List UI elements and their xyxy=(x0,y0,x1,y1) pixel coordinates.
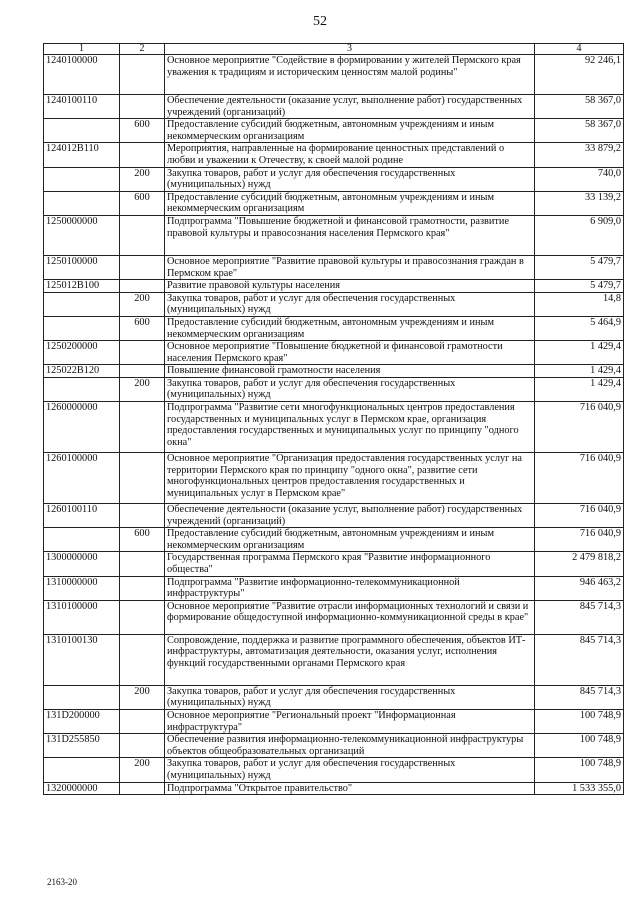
row-expense-type xyxy=(120,365,165,378)
row-code xyxy=(44,316,120,340)
row-amount: 100 748,9 xyxy=(535,710,624,734)
row-expense-type xyxy=(120,552,165,576)
row-amount: 1 429,4 xyxy=(535,365,624,378)
row-code: 125022В120 xyxy=(44,365,120,378)
row-expense-type xyxy=(120,255,165,279)
row-name: Подпрограмма "Повышение бюджетной и финансовой грамотности, развитие правовой культуры и правосознания населения Пермского края" xyxy=(165,215,535,255)
row-expense-type: 600 xyxy=(120,119,165,143)
row-name: Предоставление субсидий бюджетным, автономным учреждениям и иным некоммерческим организациям xyxy=(165,191,535,215)
row-expense-type: 200 xyxy=(120,758,165,782)
row-name: Основное мероприятие "Повышение бюджетной и финансовой грамотности населения Пермского края" xyxy=(165,341,535,365)
row-expense-type xyxy=(120,215,165,255)
row-code: 131D255850 xyxy=(44,734,120,758)
table-row xyxy=(44,191,624,215)
row-name: Повышение финансовой грамотности населения xyxy=(165,365,535,378)
row-name: Основное мероприятие "Содействие в формировании у жителей Пермского края уважения к традициям и историческим ценностям малой родины" xyxy=(165,55,535,95)
table-row xyxy=(44,782,624,795)
row-amount: 740,0 xyxy=(535,167,624,191)
row-amount: 6 909,0 xyxy=(535,215,624,255)
table-row xyxy=(44,292,624,316)
page-number: 52 xyxy=(313,14,327,29)
table-header-row xyxy=(44,44,624,55)
row-name: Подпрограмма "Развитие сети многофункциональных центров предоставления государственных и муниципальных услуг в Пермском крае, организация предоставления государственных и муниципальных услуг по принципу "одного окна" xyxy=(165,402,535,453)
row-amount: 716 040,9 xyxy=(535,402,624,453)
table-row xyxy=(44,576,624,600)
row-name: Закупка товаров, работ и услуг для обеспечения государственных (муниципальных) нужд xyxy=(165,167,535,191)
row-name: Государственная программа Пермского края "Развитие информационного общества" xyxy=(165,552,535,576)
row-name: Основное мероприятие "Развитие правовой культуры и правосознания граждан в Пермском крае" xyxy=(165,255,535,279)
row-expense-type xyxy=(120,280,165,293)
row-expense-type xyxy=(120,55,165,95)
row-code xyxy=(44,292,120,316)
row-name: Подпрограмма "Открытое правительство" xyxy=(165,782,535,795)
row-amount: 946 463,2 xyxy=(535,576,624,600)
row-code: 1300000000 xyxy=(44,552,120,576)
row-name: Сопровождение, поддержка и развитие программного обеспечения, объектов ИТ-инфраструктуры, автоматизация деятельности, оказания услуг, исполнения функций государственными органами Пермского края xyxy=(165,634,535,685)
row-amount: 1 429,4 xyxy=(535,377,624,401)
table-row xyxy=(44,504,624,528)
row-amount: 33 139,2 xyxy=(535,191,624,215)
row-name: Основное мероприятие "Организация предоставления государственных услуг на территории Пермского края по принципу "одного окна", развитие сети многофункциональных центров предоставления государственных и муниципальных услуг в Пермском крае" xyxy=(165,453,535,504)
row-name: Закупка товаров, работ и услуг для обеспечения государственных (муниципальных) нужд xyxy=(165,377,535,401)
row-amount: 100 748,9 xyxy=(535,758,624,782)
table-row xyxy=(44,167,624,191)
row-expense-type xyxy=(120,453,165,504)
row-code: 1310100000 xyxy=(44,600,120,634)
row-expense-type xyxy=(120,341,165,365)
row-expense-type: 200 xyxy=(120,167,165,191)
row-amount: 14,8 xyxy=(535,292,624,316)
row-name: Мероприятия, направленные на формирование ценностных представлений о любви и уважении к Отечеству, к своей малой родине xyxy=(165,143,535,167)
row-expense-type xyxy=(120,576,165,600)
row-name: Подпрограмма "Развитие информационно-телекоммуникационной инфраструктуры" xyxy=(165,576,535,600)
row-amount: 2 479 818,2 xyxy=(535,552,624,576)
table-row xyxy=(44,634,624,685)
table-row xyxy=(44,453,624,504)
row-code: 1250100000 xyxy=(44,255,120,279)
table-row xyxy=(44,685,624,709)
row-name: Развитие правовой культуры населения xyxy=(165,280,535,293)
row-name: Закупка товаров, работ и услуг для обеспечения государственных (муниципальных) нужд xyxy=(165,758,535,782)
row-expense-type xyxy=(120,634,165,685)
row-name: Предоставление субсидий бюджетным, автономным учреждениям и иным некоммерческим организациям xyxy=(165,316,535,340)
row-expense-type xyxy=(120,504,165,528)
row-code xyxy=(44,528,120,552)
row-code: 131D200000 xyxy=(44,710,120,734)
table-row xyxy=(44,552,624,576)
table-row xyxy=(44,215,624,255)
row-amount: 92 246,1 xyxy=(535,55,624,95)
table-row xyxy=(44,341,624,365)
budget-table xyxy=(43,43,624,795)
row-name: Основное мероприятие "Региональный проект "Информационная инфраструктура" xyxy=(165,710,535,734)
row-expense-type: 600 xyxy=(120,191,165,215)
table-row xyxy=(44,255,624,279)
row-code xyxy=(44,758,120,782)
row-code: 1310100130 xyxy=(44,634,120,685)
column-header-code: 1 xyxy=(44,44,120,55)
row-name: Обеспечение деятельности (оказание услуг, выполнение работ) государственных учреждений (организаций) xyxy=(165,504,535,528)
row-code: 1260000000 xyxy=(44,402,120,453)
row-name: Основное мероприятие "Развитие отрасли информационных технологий и связи и формирование общедоступной информационно-коммуникационной среды в крае" xyxy=(165,600,535,634)
table-row xyxy=(44,600,624,634)
row-amount: 1 429,4 xyxy=(535,341,624,365)
column-header-name: 3 xyxy=(165,44,535,55)
row-expense-type: 200 xyxy=(120,292,165,316)
table-row xyxy=(44,734,624,758)
row-amount: 5 464,9 xyxy=(535,316,624,340)
row-code: 1260100110 xyxy=(44,504,120,528)
row-code xyxy=(44,167,120,191)
row-amount: 58 367,0 xyxy=(535,119,624,143)
row-amount: 845 714,3 xyxy=(535,634,624,685)
row-amount: 716 040,9 xyxy=(535,453,624,504)
table-row xyxy=(44,528,624,552)
row-code: 124012В110 xyxy=(44,143,120,167)
row-code: 1240100000 xyxy=(44,55,120,95)
table-row xyxy=(44,143,624,167)
row-amount: 100 748,9 xyxy=(535,734,624,758)
row-code: 1260100000 xyxy=(44,453,120,504)
row-expense-type xyxy=(120,782,165,795)
row-amount: 33 879,2 xyxy=(535,143,624,167)
row-code: 125012В100 xyxy=(44,280,120,293)
row-code xyxy=(44,119,120,143)
row-code xyxy=(44,191,120,215)
row-code: 1310000000 xyxy=(44,576,120,600)
row-amount: 5 479,7 xyxy=(535,255,624,279)
row-amount: 716 040,9 xyxy=(535,528,624,552)
row-expense-type xyxy=(120,710,165,734)
row-amount: 1 533 355,0 xyxy=(535,782,624,795)
row-amount: 845 714,3 xyxy=(535,685,624,709)
row-name: Предоставление субсидий бюджетным, автономным учреждениям и иным некоммерческим организациям xyxy=(165,528,535,552)
table-row xyxy=(44,377,624,401)
row-code: 1240100110 xyxy=(44,95,120,119)
row-amount: 5 479,7 xyxy=(535,280,624,293)
row-expense-type: 200 xyxy=(120,685,165,709)
row-expense-type: 600 xyxy=(120,528,165,552)
row-name: Закупка товаров, работ и услуг для обеспечения государственных (муниципальных) нужд xyxy=(165,685,535,709)
row-code xyxy=(44,685,120,709)
table-row xyxy=(44,119,624,143)
table-row xyxy=(44,95,624,119)
row-code: 1320000000 xyxy=(44,782,120,795)
column-header-expense-type: 2 xyxy=(120,44,165,55)
table-row xyxy=(44,402,624,453)
row-amount: 716 040,9 xyxy=(535,504,624,528)
row-expense-type xyxy=(120,600,165,634)
row-expense-type xyxy=(120,402,165,453)
document-footer-code: 2163-20 xyxy=(47,877,77,887)
row-code xyxy=(44,377,120,401)
table-row xyxy=(44,365,624,378)
row-expense-type: 200 xyxy=(120,377,165,401)
row-name: Обеспечение развития информационно-телекоммуникационной инфраструктуры объектов общеобразовательных организаций xyxy=(165,734,535,758)
row-amount: 845 714,3 xyxy=(535,600,624,634)
row-name: Предоставление субсидий бюджетным, автономным учреждениям и иным некоммерческим организациям xyxy=(165,119,535,143)
row-name: Закупка товаров, работ и услуг для обеспечения государственных (муниципальных) нужд xyxy=(165,292,535,316)
row-amount: 58 367,0 xyxy=(535,95,624,119)
table-row xyxy=(44,710,624,734)
table-row xyxy=(44,280,624,293)
table-row xyxy=(44,55,624,95)
column-header-amount: 4 xyxy=(535,44,624,55)
row-code: 1250000000 xyxy=(44,215,120,255)
row-expense-type xyxy=(120,95,165,119)
row-name: Обеспечение деятельности (оказание услуг, выполнение работ) государственных учреждений (организаций) xyxy=(165,95,535,119)
table-row xyxy=(44,758,624,782)
row-code: 1250200000 xyxy=(44,341,120,365)
row-expense-type: 600 xyxy=(120,316,165,340)
table-row xyxy=(44,316,624,340)
row-expense-type xyxy=(120,143,165,167)
row-expense-type xyxy=(120,734,165,758)
